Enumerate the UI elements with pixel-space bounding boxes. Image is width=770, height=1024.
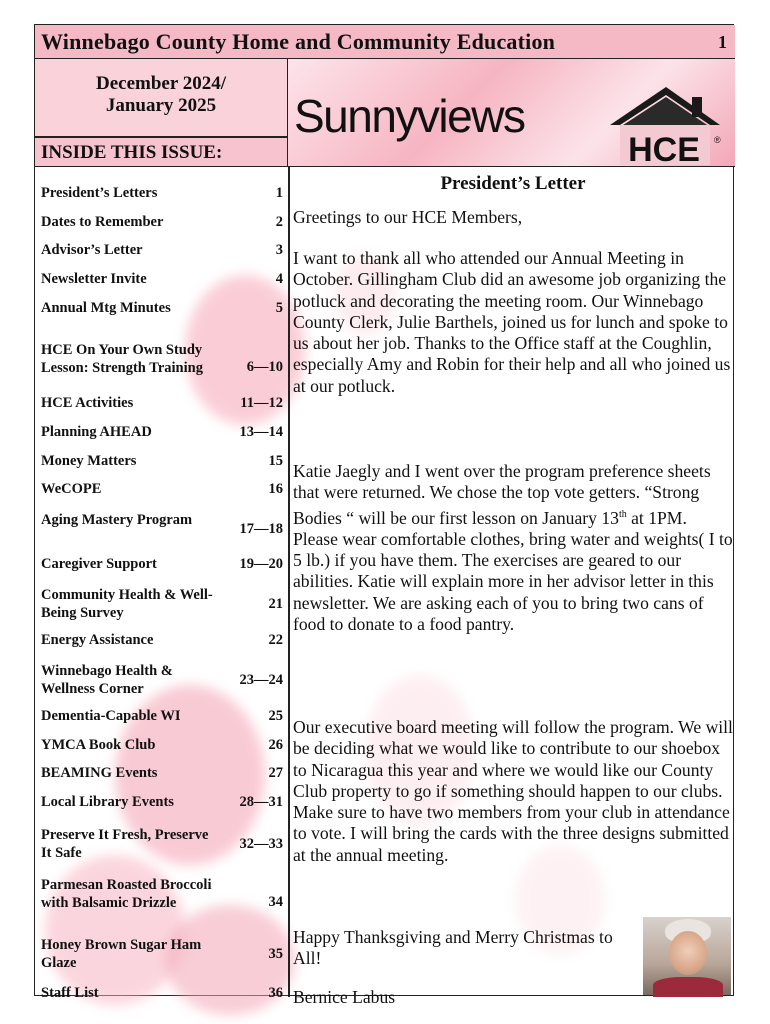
toc-item-page: 1: [275, 185, 283, 201]
toc-item-title: Money Matters: [41, 453, 137, 469]
toc-item: [41, 737, 283, 754]
toc-item-page: 4: [275, 271, 283, 287]
toc-item-page: 11—12: [240, 395, 283, 411]
presidents-letter: [293, 167, 733, 1007]
toc-item: [41, 937, 283, 972]
article-paragraph: Katie Jaegly and I went over the program preference sheets that were returned. We chose the top vote getters. “Strong Bodies “ will be our first lesson on January 13th at 1PM. Please wear comfortable clothes, bring water and weights( I to 5 lb.) if you have them. The exercises are geared to our abilities. Katie will explain more in her advisor letter in this newsletter. We are asking each of you to bring two cans of food to donate to a food pantry.: [293, 461, 733, 634]
header-bar: [35, 25, 735, 59]
toc-item-title: YMCA Book Club: [41, 737, 156, 753]
toc-item-title: Winnebago Health & Wellness Corner: [41, 663, 173, 697]
toc-item: [41, 300, 283, 317]
toc-item-page: 28—31: [239, 794, 283, 810]
toc-item-title: Preserve It Fresh, Preserve It Safe: [41, 827, 209, 861]
toc-item-title: Newsletter Invite: [41, 271, 147, 287]
newsletter-title: Sunnyviews: [294, 90, 525, 142]
toc-item: [41, 342, 283, 394]
toc-item: [41, 587, 283, 622]
toc-item: [41, 395, 283, 412]
toc-item-page: 26: [268, 737, 283, 753]
toc-item: [41, 556, 283, 573]
toc-item-page: 35: [268, 945, 283, 962]
newsletter-page: [34, 24, 734, 1007]
table-of-contents: [35, 167, 288, 1001]
toc-item: [41, 271, 283, 288]
toc-item-title: Dates to Remember: [41, 214, 164, 230]
toc-item-page: 5: [275, 300, 283, 316]
toc-item-page: 27: [268, 765, 283, 781]
toc-item-title: WeCOPE: [41, 481, 102, 497]
toc-item-title: Honey Brown Sugar Ham Glaze: [41, 937, 202, 971]
toc-item: [41, 985, 283, 1002]
toc-item-page: 17—18: [239, 520, 283, 537]
toc-item-title: HCE Activities: [41, 395, 134, 411]
toc-item-page: 3: [275, 242, 283, 258]
toc-item: [41, 877, 283, 929]
article-paragraph: Our executive board meeting will follow the program. We will be deciding what we would like to contribute to our shoebox to Nicaragua this year and where we would like our County Club property to go if something should happen to our clubs. Make sure to have two members from your club in attendance to vote. I will bring the cards with the three designs submitted at the annual meeting.: [293, 717, 733, 865]
organization-name: Winnebago County Home and Community Education: [41, 29, 556, 54]
toc-item-title: Dementia-Capable WI: [41, 708, 181, 724]
toc-item: [41, 765, 283, 782]
article-paragraph: I want to thank all who attended our Annual Meeting in October. Gillingham Club did an awesome job organizing the potluck and decorating the meeting room. Our Winnebago County Clerk, Julie Barthels, joined us for lunch and spoke to us about her job. Thanks to the Office staff at the Coughlin, especially Amy and Robin for their help and all who joined us at our potluck.: [293, 248, 731, 396]
toc-item: [41, 632, 283, 649]
toc-item-title: HCE On Your Own Study Lesson: Strength Training: [41, 342, 203, 376]
toc-item: [41, 827, 283, 862]
masthead: [288, 59, 735, 167]
toc-item-title: Caregiver Support: [41, 556, 157, 572]
column-divider: [288, 167, 290, 997]
toc-item-title: Advisor’s Letter: [41, 242, 143, 258]
toc-item-page: 15: [268, 453, 283, 469]
toc-item-title: Annual Mtg Minutes: [41, 300, 171, 316]
toc-item: [41, 708, 283, 725]
article-title: President’s Letter: [440, 173, 586, 194]
article-closing: Happy Thanksgiving and Merry Christmas to All!: [293, 927, 613, 969]
toc-item-page: 36: [268, 985, 283, 1001]
toc-item-page: 13—14: [239, 424, 283, 440]
toc-item: [41, 424, 283, 441]
toc-item-page: 2: [275, 214, 283, 230]
toc-item-title: Local Library Events: [41, 794, 174, 810]
page-number: 1: [718, 32, 727, 52]
toc-item-page: 19—20: [239, 556, 283, 572]
issue-date-line2: January 2025: [105, 95, 217, 116]
toc-item-page: 23—24: [239, 671, 283, 688]
toc-item-page: 16: [268, 481, 283, 497]
toc-item-page: 22: [268, 632, 283, 648]
author-photo: [643, 917, 731, 995]
toc-item-title: Planning AHEAD: [41, 424, 152, 440]
logo-registered-mark: ®: [714, 135, 721, 145]
hce-house-logo: [606, 83, 724, 167]
article-greeting: Greetings to our HCE Members,: [293, 207, 523, 227]
toc-item-title: Staff List: [41, 985, 99, 1001]
toc-item-page: 34: [268, 894, 283, 910]
toc-item-title: Parmesan Roasted Broccoli with Balsamic Drizzle: [41, 877, 212, 911]
inside-this-issue-heading: INSIDE THIS ISSUE:: [35, 137, 288, 167]
toc-item: [41, 242, 283, 259]
toc-item-title: Energy Assistance: [41, 632, 154, 648]
toc-item: [41, 214, 283, 231]
issue-date: [35, 59, 288, 137]
toc-item-page: 25: [268, 708, 283, 724]
toc-item-page: 32—33: [239, 835, 283, 852]
toc-item: [41, 512, 283, 547]
toc-item: [41, 185, 283, 202]
toc-item: [41, 794, 283, 811]
issue-date-line1: December 2024/: [96, 73, 226, 94]
toc-item: [41, 481, 283, 498]
article-signature: Bernice Labus: [293, 987, 396, 1007]
logo-text: HCE: [628, 131, 700, 169]
toc-item: [41, 453, 283, 470]
toc-item-title: President’s Letters: [41, 185, 158, 201]
toc-item-title: Aging Mastery Program: [41, 512, 193, 528]
toc-item-title: Community Health & Well-Being Survey: [41, 587, 213, 621]
toc-item-title: BEAMING Events: [41, 765, 158, 781]
toc-item: [41, 663, 283, 698]
toc-item-page: 21: [268, 595, 283, 612]
toc-item-page: 6—10: [246, 359, 283, 375]
